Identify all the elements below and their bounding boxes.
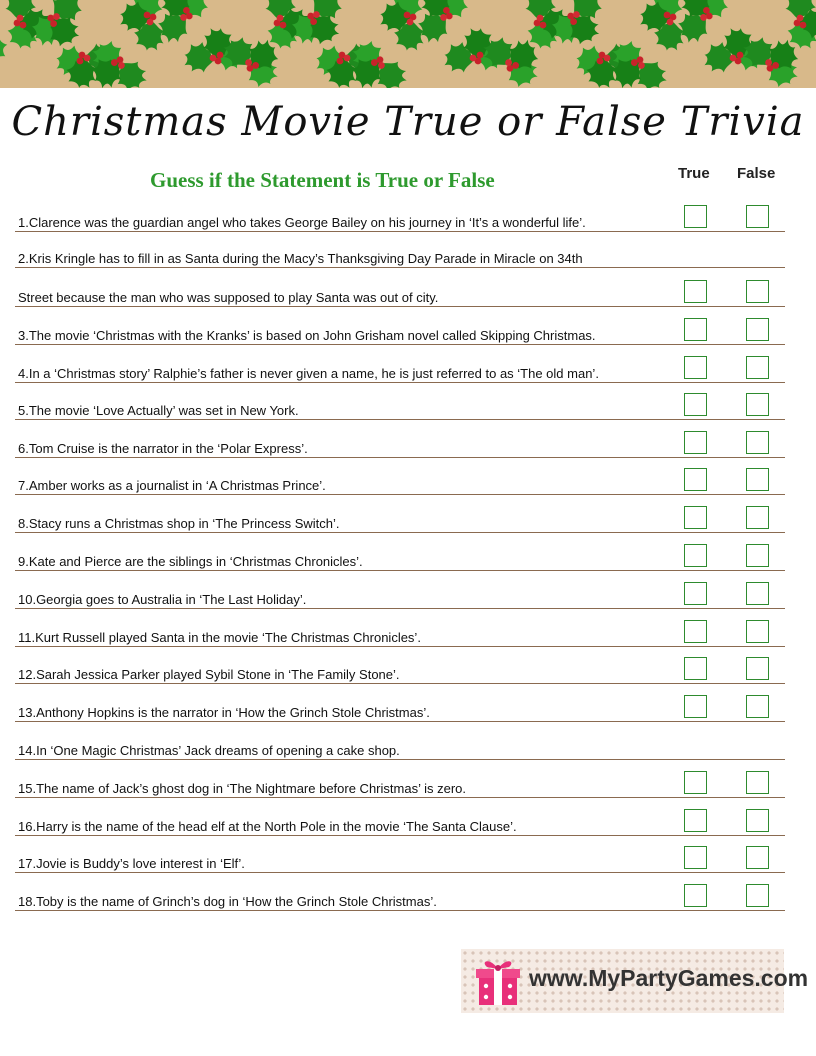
false-checkbox[interactable]: [746, 280, 769, 303]
footer-banner: [461, 949, 809, 1013]
question-text: 1.Clarence was the guardian angel who takes George Bailey on his journey in ‘It’s a wonderful life’.: [18, 215, 586, 230]
answer-line: [15, 457, 785, 458]
answer-line: [15, 570, 785, 571]
question-text: 8.Stacy runs a Christmas shop in ‘The Princess Switch’.: [18, 516, 340, 531]
answer-line: [15, 494, 785, 495]
question-text: 13.Anthony Hopkins is the narrator in ‘How the Grinch Stole Christmas’.: [18, 705, 430, 720]
true-checkbox[interactable]: [684, 506, 707, 529]
question-text: 3.The movie ‘Christmas with the Kranks’ is based on John Grisham novel called Skipping Christmas.: [18, 328, 596, 343]
false-checkbox[interactable]: [746, 809, 769, 832]
true-checkbox[interactable]: [684, 280, 707, 303]
answer-line: [15, 231, 785, 232]
holly-banner: [0, 0, 816, 88]
column-header-true: True: [678, 165, 710, 182]
false-checkbox[interactable]: [746, 431, 769, 454]
answer-line: [15, 532, 785, 533]
true-checkbox[interactable]: [684, 620, 707, 643]
true-checkbox[interactable]: [684, 356, 707, 379]
question-text: Street because the man who was supposed to play Santa was out of city.: [18, 290, 439, 305]
website-url[interactable]: www.MyPartyGames.com: [529, 965, 809, 991]
true-checkbox[interactable]: [684, 582, 707, 605]
answer-line: [15, 646, 785, 647]
false-checkbox[interactable]: [746, 468, 769, 491]
page-subtitle: Guess if the Statement is True or False: [150, 168, 495, 192]
true-checkbox[interactable]: [684, 657, 707, 680]
page-title: Christmas Movie True or False Trivia: [11, 99, 805, 145]
question-text: 11.Kurt Russell played Santa in the movie ‘The Christmas Chronicles’.: [18, 630, 421, 645]
answer-line: [15, 797, 785, 798]
answer-line: [15, 835, 785, 836]
false-checkbox[interactable]: [746, 657, 769, 680]
false-checkbox[interactable]: [746, 205, 769, 228]
answer-line: [15, 683, 785, 684]
question-text: 15.The name of Jack’s ghost dog in ‘The Nightmare before Christmas’ is zero.: [18, 781, 466, 796]
question-text: 16.Harry is the name of the head elf at the North Pole in the movie ‘The Santa Clause’.: [18, 819, 517, 834]
false-checkbox[interactable]: [746, 318, 769, 341]
answer-line: [15, 306, 785, 307]
false-checkbox[interactable]: [746, 846, 769, 869]
answer-line: [15, 344, 785, 345]
true-checkbox[interactable]: [684, 846, 707, 869]
answer-line: [15, 608, 785, 609]
question-text: 9.Kate and Pierce are the siblings in ‘Christmas Chronicles’.: [18, 554, 363, 569]
holly-pattern: [0, 0, 816, 88]
false-checkbox[interactable]: [746, 506, 769, 529]
true-checkbox[interactable]: [684, 771, 707, 794]
true-checkbox[interactable]: [684, 809, 707, 832]
false-checkbox[interactable]: [746, 695, 769, 718]
true-checkbox[interactable]: [684, 318, 707, 341]
question-text: 6.Tom Cruise is the narrator in the ‘Polar Express’.: [18, 441, 308, 456]
question-text: 4.In a ‘Christmas story’ Ralphie’s father is never given a name, he is just referred to as ‘The old man’.: [18, 366, 599, 381]
answer-line: [15, 419, 785, 420]
question-text: 10.Georgia goes to Australia in ‘The Last Holiday’.: [18, 592, 307, 607]
question-text: 14.In ‘One Magic Christmas’ Jack dreams of opening a cake shop.: [18, 743, 400, 758]
false-checkbox[interactable]: [746, 582, 769, 605]
false-checkbox[interactable]: [746, 393, 769, 416]
false-checkbox[interactable]: [746, 356, 769, 379]
false-checkbox[interactable]: [746, 544, 769, 567]
gift-box-icon: [475, 955, 521, 1007]
question-text: 17.Jovie is Buddy’s love interest in ‘Elf’.: [18, 856, 245, 871]
true-checkbox[interactable]: [684, 205, 707, 228]
true-checkbox[interactable]: [684, 468, 707, 491]
true-checkbox[interactable]: [684, 884, 707, 907]
true-checkbox[interactable]: [684, 695, 707, 718]
answer-line: [15, 721, 785, 722]
column-header-false: False: [737, 165, 776, 182]
answer-line: [15, 759, 785, 760]
true-checkbox[interactable]: [684, 544, 707, 567]
false-checkbox[interactable]: [746, 771, 769, 794]
answer-line: [15, 267, 785, 268]
false-checkbox[interactable]: [746, 884, 769, 907]
answer-line: [15, 910, 785, 911]
true-checkbox[interactable]: [684, 431, 707, 454]
answer-line: [15, 872, 785, 873]
true-checkbox[interactable]: [684, 393, 707, 416]
question-text: 2.Kris Kringle has to fill in as Santa during the Macy’s Thanksgiving Day Parade in Miracle on 34th: [18, 251, 583, 266]
answer-line: [15, 382, 785, 383]
question-text: 5.The movie ‘Love Actually’ was set in New York.: [18, 403, 299, 418]
question-text: 18.Toby is the name of Grinch’s dog in ‘How the Grinch Stole Christmas’.: [18, 894, 437, 909]
question-text: 7.Amber works as a journalist in ‘A Christmas Prince’.: [18, 478, 326, 493]
question-text: 12.Sarah Jessica Parker played Sybil Stone in ‘The Family Stone’.: [18, 667, 400, 682]
false-checkbox[interactable]: [746, 620, 769, 643]
